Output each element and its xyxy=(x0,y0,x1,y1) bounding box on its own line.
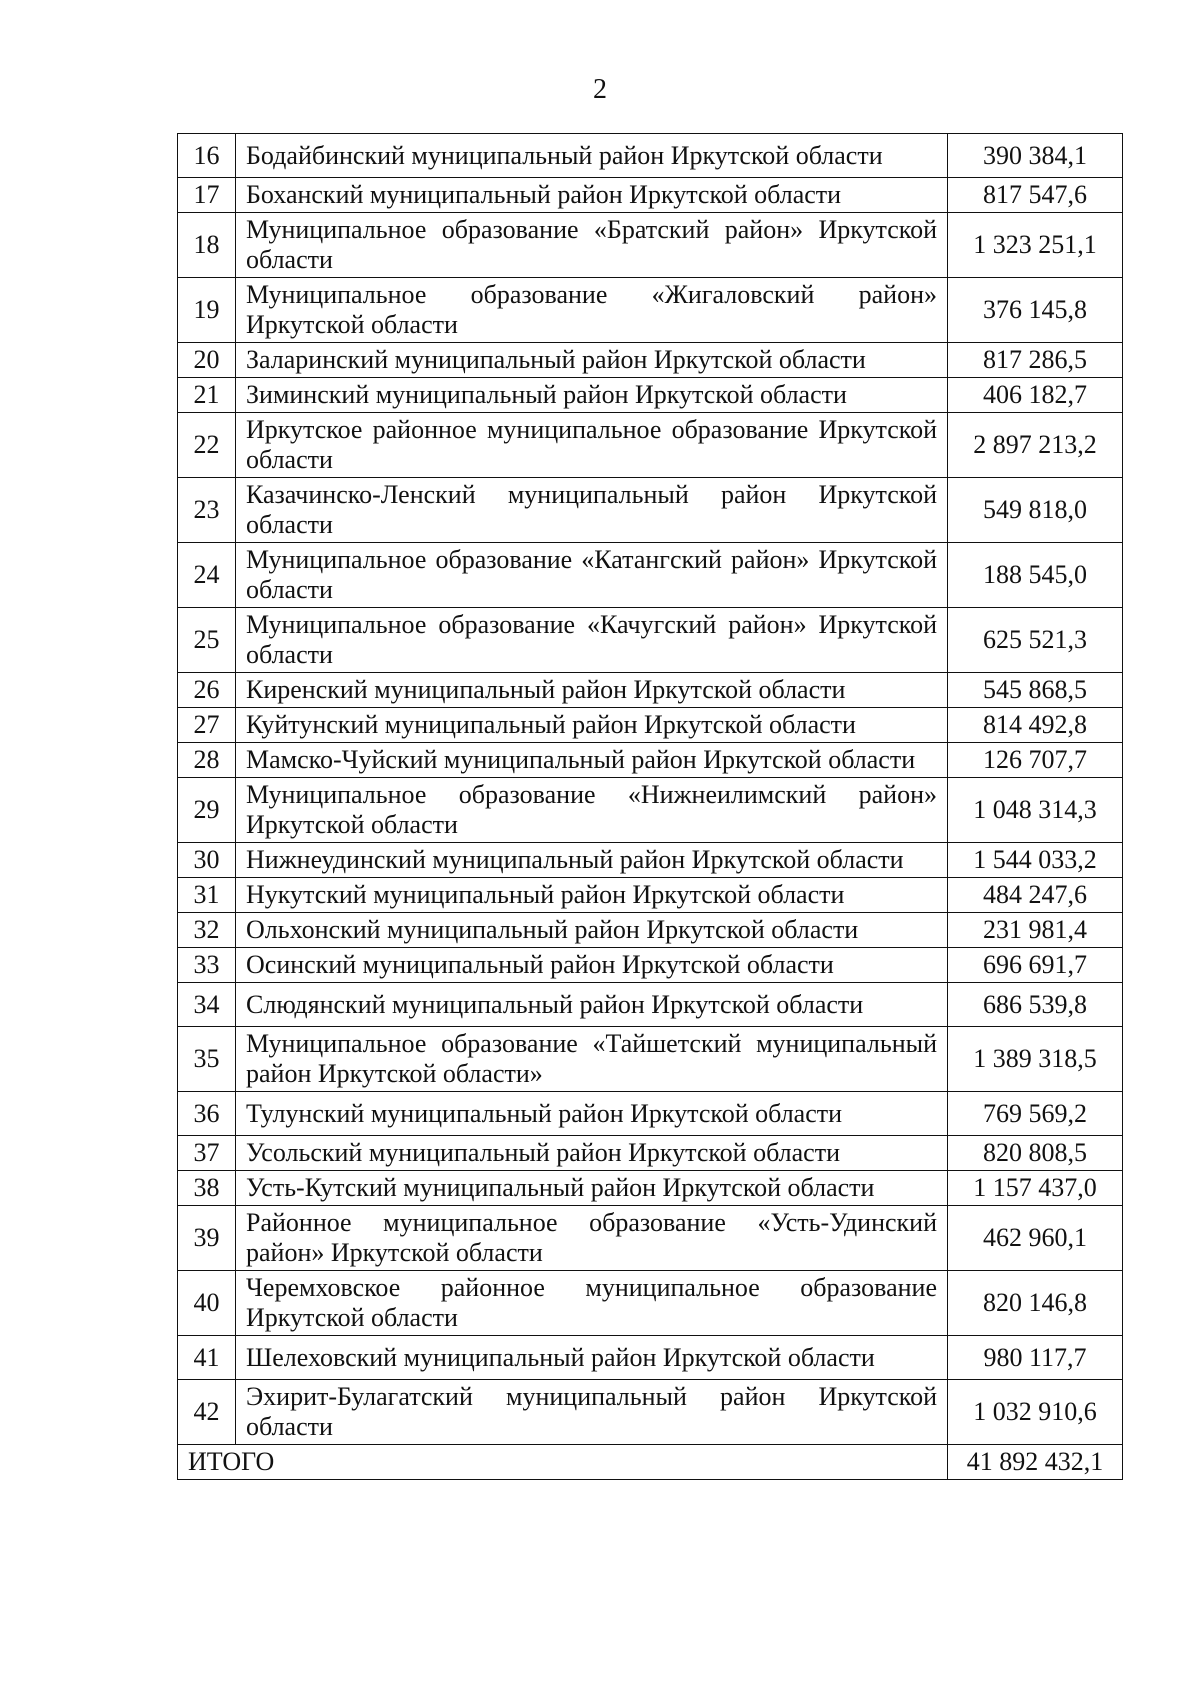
table-row xyxy=(178,948,1123,983)
municipality-name: Нукутский муниципальный район Иркутской области xyxy=(236,878,948,913)
amount: 769 569,2 xyxy=(948,1092,1123,1136)
table-row xyxy=(178,134,1123,178)
row-number: 36 xyxy=(178,1092,236,1136)
table-row xyxy=(178,413,1123,478)
amount: 696 691,7 xyxy=(948,948,1123,983)
amount: 686 539,8 xyxy=(948,983,1123,1027)
municipality-name: Ольхонский муниципальный район Иркутской области xyxy=(236,913,948,948)
row-number: 35 xyxy=(178,1027,236,1092)
row-number: 42 xyxy=(178,1380,236,1445)
amount: 817 547,6 xyxy=(948,178,1123,213)
row-number: 28 xyxy=(178,743,236,778)
municipality-name: Муниципальное образование «Катангский район» Иркутской области xyxy=(236,543,948,608)
total-amount: 41 892 432,1 xyxy=(948,1445,1123,1480)
municipality-name: Боханский муниципальный район Иркутской области xyxy=(236,178,948,213)
budget-table xyxy=(177,133,1123,1480)
row-number: 34 xyxy=(178,983,236,1027)
table-row xyxy=(178,913,1123,948)
table-row xyxy=(178,213,1123,278)
table-row xyxy=(178,983,1123,1027)
row-number: 33 xyxy=(178,948,236,983)
amount: 406 182,7 xyxy=(948,378,1123,413)
amount: 390 384,1 xyxy=(948,134,1123,178)
municipality-name: Муниципальное образование «Нижнеилимский район» Иркутской области xyxy=(236,778,948,843)
amount: 814 492,8 xyxy=(948,708,1123,743)
table-row xyxy=(178,178,1123,213)
row-number: 17 xyxy=(178,178,236,213)
municipality-name: Эхирит-Булагатский муниципальный район Иркутской области xyxy=(236,1380,948,1445)
amount: 1 048 314,3 xyxy=(948,778,1123,843)
amount: 817 286,5 xyxy=(948,343,1123,378)
table-row xyxy=(178,1206,1123,1271)
table-row xyxy=(178,478,1123,543)
budget-table-body xyxy=(178,134,1123,1445)
row-number: 18 xyxy=(178,213,236,278)
row-number: 26 xyxy=(178,673,236,708)
table-row xyxy=(178,1027,1123,1092)
row-number: 37 xyxy=(178,1136,236,1171)
municipality-name: Куйтунский муниципальный район Иркутской области xyxy=(236,708,948,743)
municipality-name: Шелеховский муниципальный район Иркутской области xyxy=(236,1336,948,1380)
row-number: 24 xyxy=(178,543,236,608)
table-row xyxy=(178,843,1123,878)
row-number: 40 xyxy=(178,1271,236,1336)
municipality-name: Иркутское районное муниципальное образование Иркутской области xyxy=(236,413,948,478)
municipality-name: Мамско-Чуйский муниципальный район Иркутской области xyxy=(236,743,948,778)
table-row xyxy=(178,543,1123,608)
row-number: 41 xyxy=(178,1336,236,1380)
municipality-name: Муниципальное образование «Братский район» Иркутской области xyxy=(236,213,948,278)
table-row xyxy=(178,743,1123,778)
table-row xyxy=(178,378,1123,413)
table-row xyxy=(178,778,1123,843)
table-row xyxy=(178,278,1123,343)
row-number: 38 xyxy=(178,1171,236,1206)
amount: 545 868,5 xyxy=(948,673,1123,708)
municipality-name: Слюдянский муниципальный район Иркутской области xyxy=(236,983,948,1027)
table-row xyxy=(178,1380,1123,1445)
row-number: 32 xyxy=(178,913,236,948)
row-number: 19 xyxy=(178,278,236,343)
row-number: 16 xyxy=(178,134,236,178)
row-number: 29 xyxy=(178,778,236,843)
total-row xyxy=(178,1445,1123,1480)
municipality-name: Муниципальное образование «Жигаловский район» Иркутской области xyxy=(236,278,948,343)
amount: 126 707,7 xyxy=(948,743,1123,778)
municipality-name: Тулунский муниципальный район Иркутской области xyxy=(236,1092,948,1136)
row-number: 31 xyxy=(178,878,236,913)
table-row xyxy=(178,1171,1123,1206)
municipality-name: Зиминский муниципальный район Иркутской области xyxy=(236,378,948,413)
municipality-name: Муниципальное образование «Качугский район» Иркутской области xyxy=(236,608,948,673)
table-row xyxy=(178,1092,1123,1136)
row-number: 20 xyxy=(178,343,236,378)
amount: 376 145,8 xyxy=(948,278,1123,343)
row-number: 39 xyxy=(178,1206,236,1271)
amount: 1 544 033,2 xyxy=(948,843,1123,878)
row-number: 25 xyxy=(178,608,236,673)
table-row xyxy=(178,708,1123,743)
municipality-name: Усть-Кутский муниципальный район Иркутской области xyxy=(236,1171,948,1206)
municipality-name: Муниципальное образование «Тайшетский муниципальный район Иркутской области» xyxy=(236,1027,948,1092)
municipality-name: Нижнеудинский муниципальный район Иркутской области xyxy=(236,843,948,878)
row-number: 21 xyxy=(178,378,236,413)
amount: 484 247,6 xyxy=(948,878,1123,913)
amount: 188 545,0 xyxy=(948,543,1123,608)
municipality-name: Районное муниципальное образование «Усть-Удинский район» Иркутской области xyxy=(236,1206,948,1271)
table-row xyxy=(178,1271,1123,1336)
municipality-name: Киренский муниципальный район Иркутской области xyxy=(236,673,948,708)
total-label: ИТОГО xyxy=(178,1445,948,1480)
amount: 231 981,4 xyxy=(948,913,1123,948)
amount: 820 808,5 xyxy=(948,1136,1123,1171)
amount: 2 897 213,2 xyxy=(948,413,1123,478)
amount: 1 389 318,5 xyxy=(948,1027,1123,1092)
municipality-name: Казачинско-Ленский муниципальный район Иркутской области xyxy=(236,478,948,543)
amount: 1 157 437,0 xyxy=(948,1171,1123,1206)
table-row xyxy=(178,1336,1123,1380)
municipality-name: Заларинский муниципальный район Иркутской области xyxy=(236,343,948,378)
row-number: 23 xyxy=(178,478,236,543)
row-number: 30 xyxy=(178,843,236,878)
page-number: 2 xyxy=(593,74,607,105)
municipality-name: Усольский муниципальный район Иркутской области xyxy=(236,1136,948,1171)
municipality-name: Осинский муниципальный район Иркутской области xyxy=(236,948,948,983)
amount: 462 960,1 xyxy=(948,1206,1123,1271)
amount: 625 521,3 xyxy=(948,608,1123,673)
row-number: 22 xyxy=(178,413,236,478)
amount: 820 146,8 xyxy=(948,1271,1123,1336)
table-row xyxy=(178,673,1123,708)
row-number: 27 xyxy=(178,708,236,743)
amount: 980 117,7 xyxy=(948,1336,1123,1380)
table-row xyxy=(178,608,1123,673)
amount: 1 323 251,1 xyxy=(948,213,1123,278)
table-row xyxy=(178,878,1123,913)
municipality-name: Черемховское районное муниципальное образование Иркутской области xyxy=(236,1271,948,1336)
table-row xyxy=(178,343,1123,378)
amount: 1 032 910,6 xyxy=(948,1380,1123,1445)
amount: 549 818,0 xyxy=(948,478,1123,543)
table-row xyxy=(178,1136,1123,1171)
municipality-name: Бодайбинский муниципальный район Иркутской области xyxy=(236,134,948,178)
